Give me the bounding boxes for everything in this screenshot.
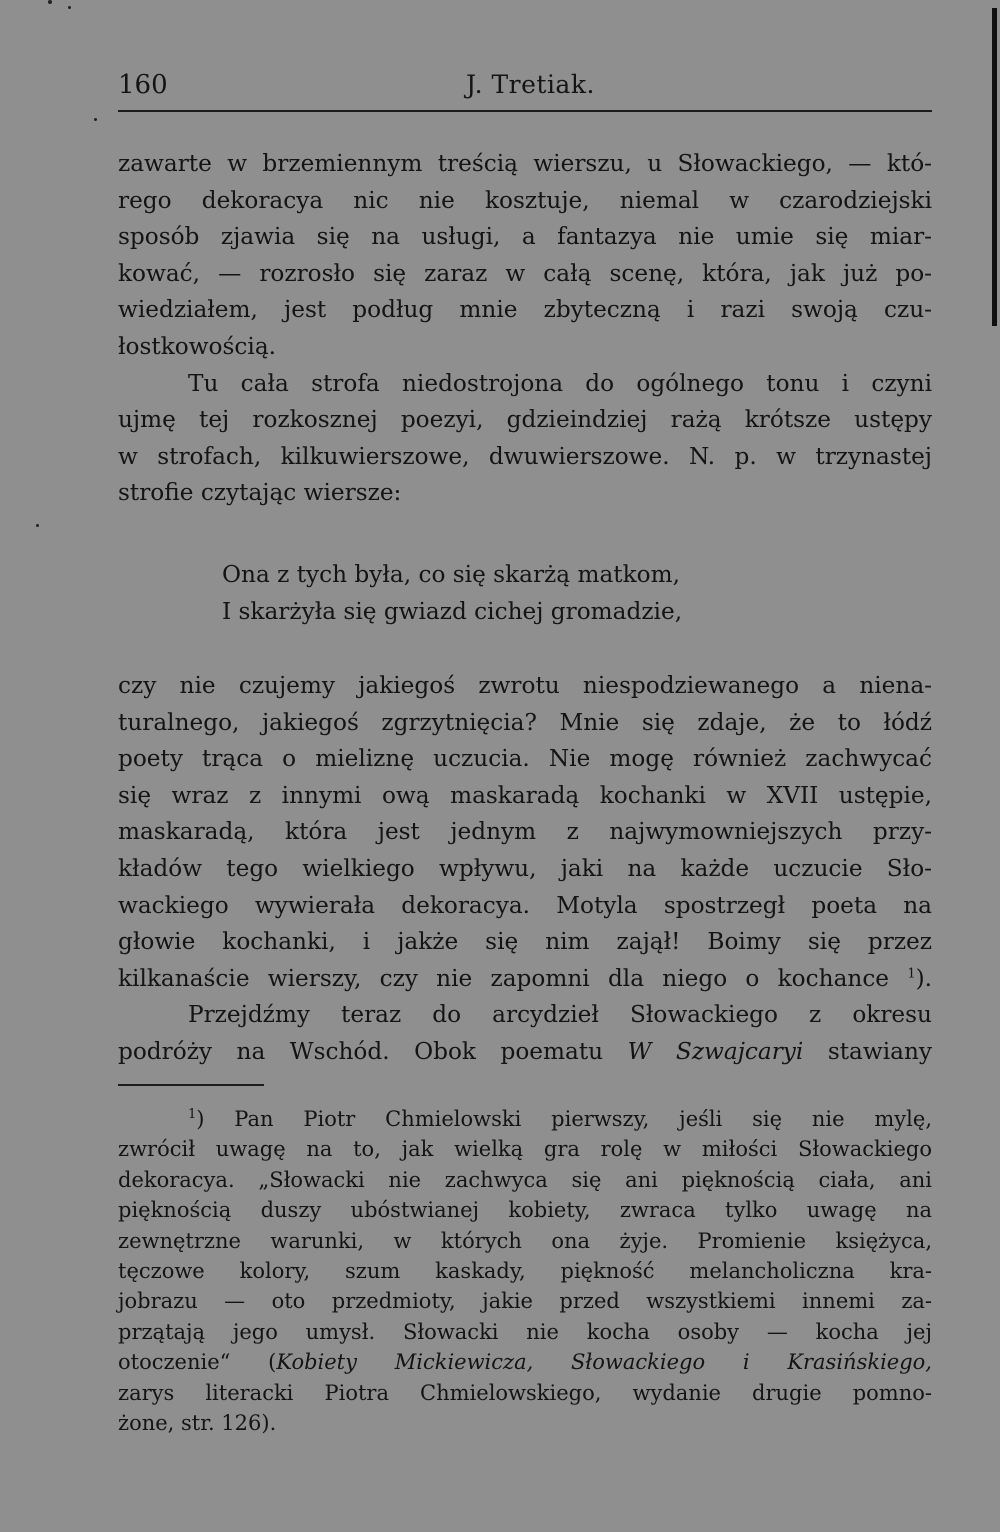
footnote-line: zwrócił uwagę na to, jak wielką gra rolę w miłości Słowackiego <box>118 1137 932 1162</box>
scan-edge-rule <box>992 8 997 326</box>
footnote-line: żone, str. 126). <box>118 1410 277 1435</box>
verse-line: Ona z tych była, co się skarżą matkom, <box>222 561 680 588</box>
footnote-rule <box>118 1084 264 1086</box>
footnote-line <box>118 1104 932 1134</box>
text-line: sposób zjawia się na usługi, a fantazya nie umie się miar- <box>118 223 932 251</box>
text-segment: ) Pan Piotr Chmielowski pierwszy, jeśli się nie mylę, <box>196 1107 932 1131</box>
main-text-continued <box>118 668 932 1071</box>
text-line: rego dekoracya nic nie kosztuje, niemal w czarodziejski <box>118 186 932 214</box>
text-line: turalnego, jakiegoś zgrzytnięcia? Mnie się zdaje, że to łódź <box>118 708 932 736</box>
header-rule <box>118 110 932 112</box>
footnote-line: zarys literacki Piotra Chmielowskiego, wydanie drugie pomno- <box>118 1380 932 1405</box>
text-line: zawarte w brzemiennym treścią wierszu, u Słowackiego, — któ- <box>118 150 932 177</box>
text-line: się wraz z innymi ową maskaradą kochanki w XVII ustępie, <box>118 781 932 809</box>
footnote-line: pięknością duszy ubóstwianej kobiety, zwraca tylko uwagę na <box>118 1198 932 1223</box>
footnote-marker: 1 <box>188 1107 197 1122</box>
footnote-line: dekoracya. „Słowacki nie zachwyca się ani pięknością ciała, ani <box>118 1167 932 1192</box>
page-number: 160 <box>118 70 168 100</box>
text-line: kować, — rozrosło się zaraz w całą scenę, która, jak już po- <box>118 259 932 287</box>
text-line <box>118 1034 932 1071</box>
footnote-line <box>118 1347 932 1377</box>
page-header <box>118 70 932 116</box>
text-line: kładów tego wielkiego wpływu, jaki na każde uczucie Sło- <box>118 854 932 882</box>
text-segment: stawiany <box>803 1037 932 1065</box>
text-line: Przejdźmy teraz do arcydzieł Słowackiego z okresu <box>188 1001 932 1029</box>
footnote-line: tęczowe kolory, szum kaskady, piękność melancholiczna kra- <box>118 1258 932 1283</box>
scan-speck <box>68 6 71 9</box>
poem-title: W Szwajcaryi <box>627 1037 804 1065</box>
footnote-line: przątają jego umysł. Słowacki nie kocha osoby — kocha jej <box>118 1319 932 1344</box>
text-line <box>118 961 932 998</box>
text-line: w strofach, kilkuwierszowe, dwuwierszowe. N. p. w trzynastej <box>118 442 932 470</box>
text-line: Tu cała strofa niedostrojona do ogólnego tonu i czyni <box>188 369 932 397</box>
footnote-reference: 1 <box>907 966 916 982</box>
text-line: wackiego wywierała dekoracya. Motyla spostrzegł poeta na <box>118 891 932 919</box>
footnote <box>118 1104 932 1438</box>
scan-speck <box>48 0 52 4</box>
footnote-line: jobrazu — oto przedmioty, jakie przed wszystkiemi innemi za- <box>118 1289 932 1314</box>
running-title: J. Tretiak. <box>466 70 595 99</box>
cited-title: Kobiety Mickiewicza, Słowackiego i Krasińskiego, <box>276 1350 932 1375</box>
scan-speck <box>36 524 39 527</box>
text-line: wiedziałem, jest podług mnie zbyteczną i razi swoją czu- <box>118 296 932 324</box>
text-segment: ). <box>915 964 933 992</box>
verse-quote <box>222 557 682 630</box>
text-line: maskaradą, która jest jednym z najwymowniejszych przy- <box>118 818 932 846</box>
verse-line: I skarżyła się gwiazd cichej gromadzie, <box>222 597 683 625</box>
text-line: poety trąca o mieliznę uczucia. Nie mogę również zachwycać <box>118 745 932 773</box>
text-segment: kilkanaście wierszy, czy nie zapomni dla niego o kochance <box>118 964 890 992</box>
scan-speck <box>94 118 97 121</box>
main-text <box>118 146 932 512</box>
text-segment: podróży na Wschód. Obok poematu <box>118 1037 628 1065</box>
footnote-line: zewnętrzne warunki, w których ona żyje. Promienie księżyca, <box>118 1228 932 1253</box>
text-line: głowie kochanki, i jakże się nim zajął! Boimy się przez <box>118 928 932 956</box>
text-line: ujmę tej rozkosznej poezyi, gdzieindziej rażą krótsze ustępy <box>118 406 932 434</box>
text-segment: otoczenie“ ( <box>118 1350 277 1375</box>
text-line: łostkowością. <box>118 332 277 360</box>
text-line: strofie czytając wiersze: <box>118 479 402 507</box>
text-line: czy nie czujemy jakiegoś zwrotu niespodziewanego a niena- <box>118 672 932 699</box>
